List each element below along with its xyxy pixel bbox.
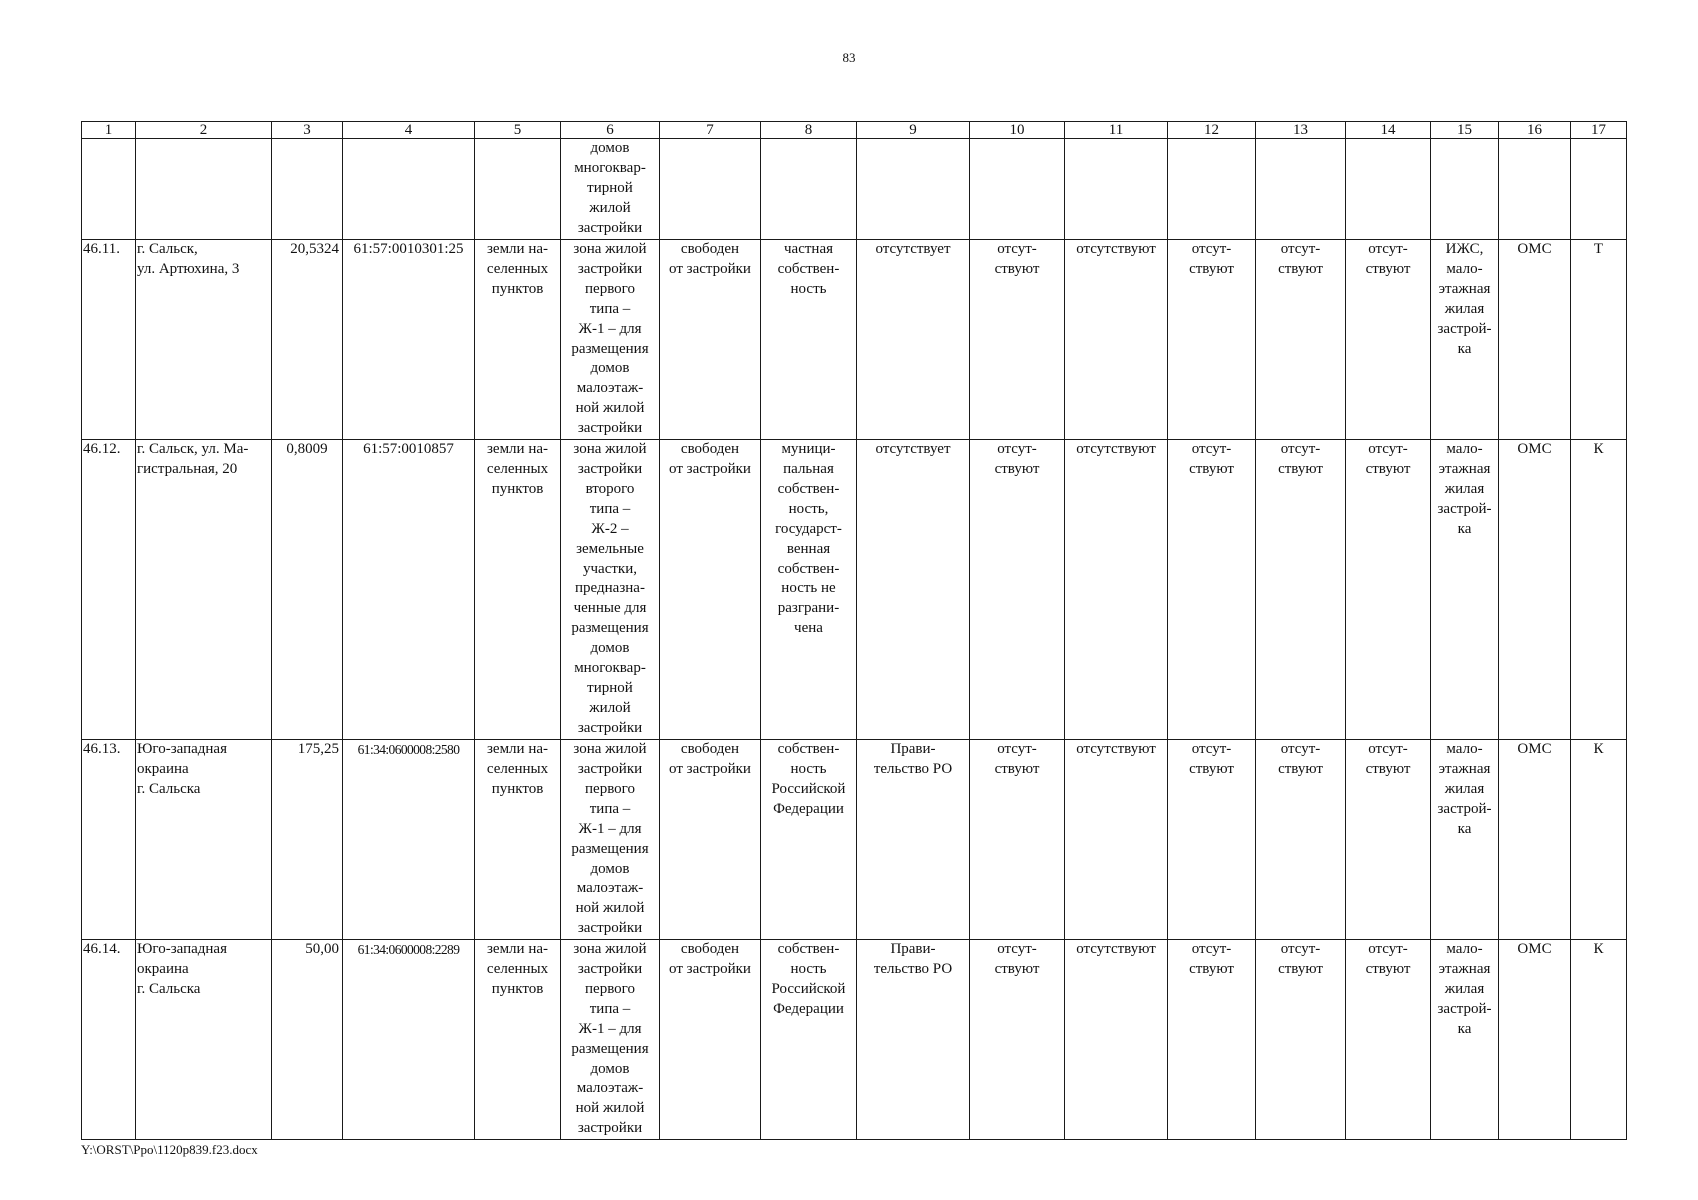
table-row	[82, 740, 1627, 940]
column-number: 4	[343, 122, 475, 139]
column-number: 12	[1168, 122, 1256, 139]
ownership-cell: муници- пальная собствен- ность, государст- венная собствен- ность не разграни- чена	[761, 440, 857, 740]
column-number: 11	[1065, 122, 1168, 139]
column-number: 1	[82, 122, 136, 139]
column-number: 9	[857, 122, 970, 139]
col14-cell: отсут- ствуют	[1346, 240, 1431, 440]
page-number: 83	[842, 50, 856, 65]
row-number: 46.11.	[82, 240, 136, 440]
column-number: 10	[970, 122, 1065, 139]
status-cell: свободен от застройки	[660, 740, 761, 940]
continuation-row	[82, 139, 1627, 240]
col13-cell: отсут- ствуют	[1256, 940, 1346, 1140]
col17-cell: К	[1571, 740, 1627, 940]
column-number: 14	[1346, 122, 1431, 139]
col9-cell: Прави- тельство РО	[857, 740, 970, 940]
col17-cell: К	[1571, 440, 1627, 740]
col12-cell: отсут- ствуют	[1168, 440, 1256, 740]
land-category-cell: земли на- селенных пунктов	[475, 740, 561, 940]
status-cell: свободен от застройки	[660, 940, 761, 1140]
column-number: 8	[761, 122, 857, 139]
ownership-cell: собствен- ность Российской Федерации	[761, 940, 857, 1140]
column-number: 2	[136, 122, 272, 139]
row-number: 46.13.	[82, 740, 136, 940]
area-cell: 175,25	[272, 740, 343, 940]
table-row	[82, 940, 1627, 1140]
col16-cell: ОМС	[1499, 240, 1571, 440]
status-cell: свободен от застройки	[660, 440, 761, 740]
column-number: 16	[1499, 122, 1571, 139]
status-cell: свободен от застройки	[660, 240, 761, 440]
cadastral-cell: 61:34:0600008:2580	[343, 740, 475, 940]
table-row	[82, 440, 1627, 740]
cadastral-cell: 61:57:0010301:25	[343, 240, 475, 440]
col11-cell: отсутствуют	[1065, 240, 1168, 440]
column-number: 5	[475, 122, 561, 139]
column-number: 6	[561, 122, 660, 139]
col9-cell: отсутствует	[857, 440, 970, 740]
col9-cell: Прави- тельство РО	[857, 940, 970, 1140]
col15-cell: мало- этажная жилая застрой- ка	[1431, 940, 1499, 1140]
col10-cell: отсут- ствуют	[970, 740, 1065, 940]
col17-cell: К	[1571, 940, 1627, 1140]
col10-cell: отсут- ствуют	[970, 440, 1065, 740]
ownership-cell: собствен- ность Российской Федерации	[761, 740, 857, 940]
land-category-cell: земли на- селенных пунктов	[475, 240, 561, 440]
col11-cell: отсутствуют	[1065, 940, 1168, 1140]
land-category-cell: земли на- селенных пунктов	[475, 940, 561, 1140]
location-cell: г. Сальск, ул. Ма- гистральная, 20	[136, 440, 272, 740]
column-number: 3	[272, 122, 343, 139]
col12-cell: отсут- ствуют	[1168, 240, 1256, 440]
column-number: 7	[660, 122, 761, 139]
col17-cell: Т	[1571, 240, 1627, 440]
cadastral-cell: 61:57:0010857	[343, 440, 475, 740]
ownership-cell: частная собствен- ность	[761, 240, 857, 440]
area-cell: 0,8009	[272, 440, 343, 740]
col16-cell: ОМС	[1499, 740, 1571, 940]
zone-cell: зона жилой застройки первого типа – Ж-1 – для размещения домов малоэтаж- ной жилой застройки	[561, 940, 660, 1140]
location-cell: Юго-западная окраина г. Сальска	[136, 740, 272, 940]
area-cell: 20,5324	[272, 240, 343, 440]
col10-cell: отсут- ствуют	[970, 240, 1065, 440]
col15-cell: мало- этажная жилая застрой- ка	[1431, 740, 1499, 940]
row-number: 46.14.	[82, 940, 136, 1140]
file-path-footer: Y:\ORST\Ppo\1120p839.f23.docx	[81, 1142, 258, 1157]
land-category-cell: земли на- селенных пунктов	[475, 440, 561, 740]
col15-cell: ИЖС, мало- этажная жилая застрой- ка	[1431, 240, 1499, 440]
col16-cell: ОМС	[1499, 940, 1571, 1140]
land-plots-table	[81, 121, 1627, 1140]
col13-cell: отсут- ствуют	[1256, 440, 1346, 740]
col11-cell: отсутствуют	[1065, 440, 1168, 740]
table-row	[82, 240, 1627, 440]
col11-cell: отсутствуют	[1065, 740, 1168, 940]
zone-cell: зона жилой застройки второго типа – Ж-2 – земельные участки, предназна- ченные для размещения домов многоквар- тирной жилой застройки	[561, 440, 660, 740]
col15-cell: мало- этажная жилая застрой- ка	[1431, 440, 1499, 740]
location-cell: Юго-западная окраина г. Сальска	[136, 940, 272, 1140]
col12-cell: отсут- ствуют	[1168, 940, 1256, 1140]
col13-cell: отсут- ствуют	[1256, 240, 1346, 440]
col14-cell: отсут- ствуют	[1346, 940, 1431, 1140]
col14-cell: отсут- ствуют	[1346, 440, 1431, 740]
column-number: 17	[1571, 122, 1627, 139]
row-number: 46.12.	[82, 440, 136, 740]
col16-cell: ОМС	[1499, 440, 1571, 740]
column-number-row	[82, 122, 1627, 139]
zone-cell: зона жилой застройки первого типа – Ж-1 – для размещения домов малоэтаж- ной жилой застройки	[561, 740, 660, 940]
col14-cell: отсут- ствуют	[1346, 740, 1431, 940]
zone-cell: зона жилой застройки первого типа – Ж-1 – для размещения домов малоэтаж- ной жилой застройки	[561, 240, 660, 440]
col9-cell: отсутствует	[857, 240, 970, 440]
col12-cell: отсут- ствуют	[1168, 740, 1256, 940]
column-number: 13	[1256, 122, 1346, 139]
area-cell: 50,00	[272, 940, 343, 1140]
col13-cell: отсут- ствуют	[1256, 740, 1346, 940]
cadastral-cell: 61:34:0600008:2289	[343, 940, 475, 1140]
zone-cell: домов многоквар- тирной жилой застройки	[561, 139, 660, 240]
column-number: 15	[1431, 122, 1499, 139]
location-cell: г. Сальск, ул. Артюхина, 3	[136, 240, 272, 440]
col10-cell: отсут- ствуют	[970, 940, 1065, 1140]
